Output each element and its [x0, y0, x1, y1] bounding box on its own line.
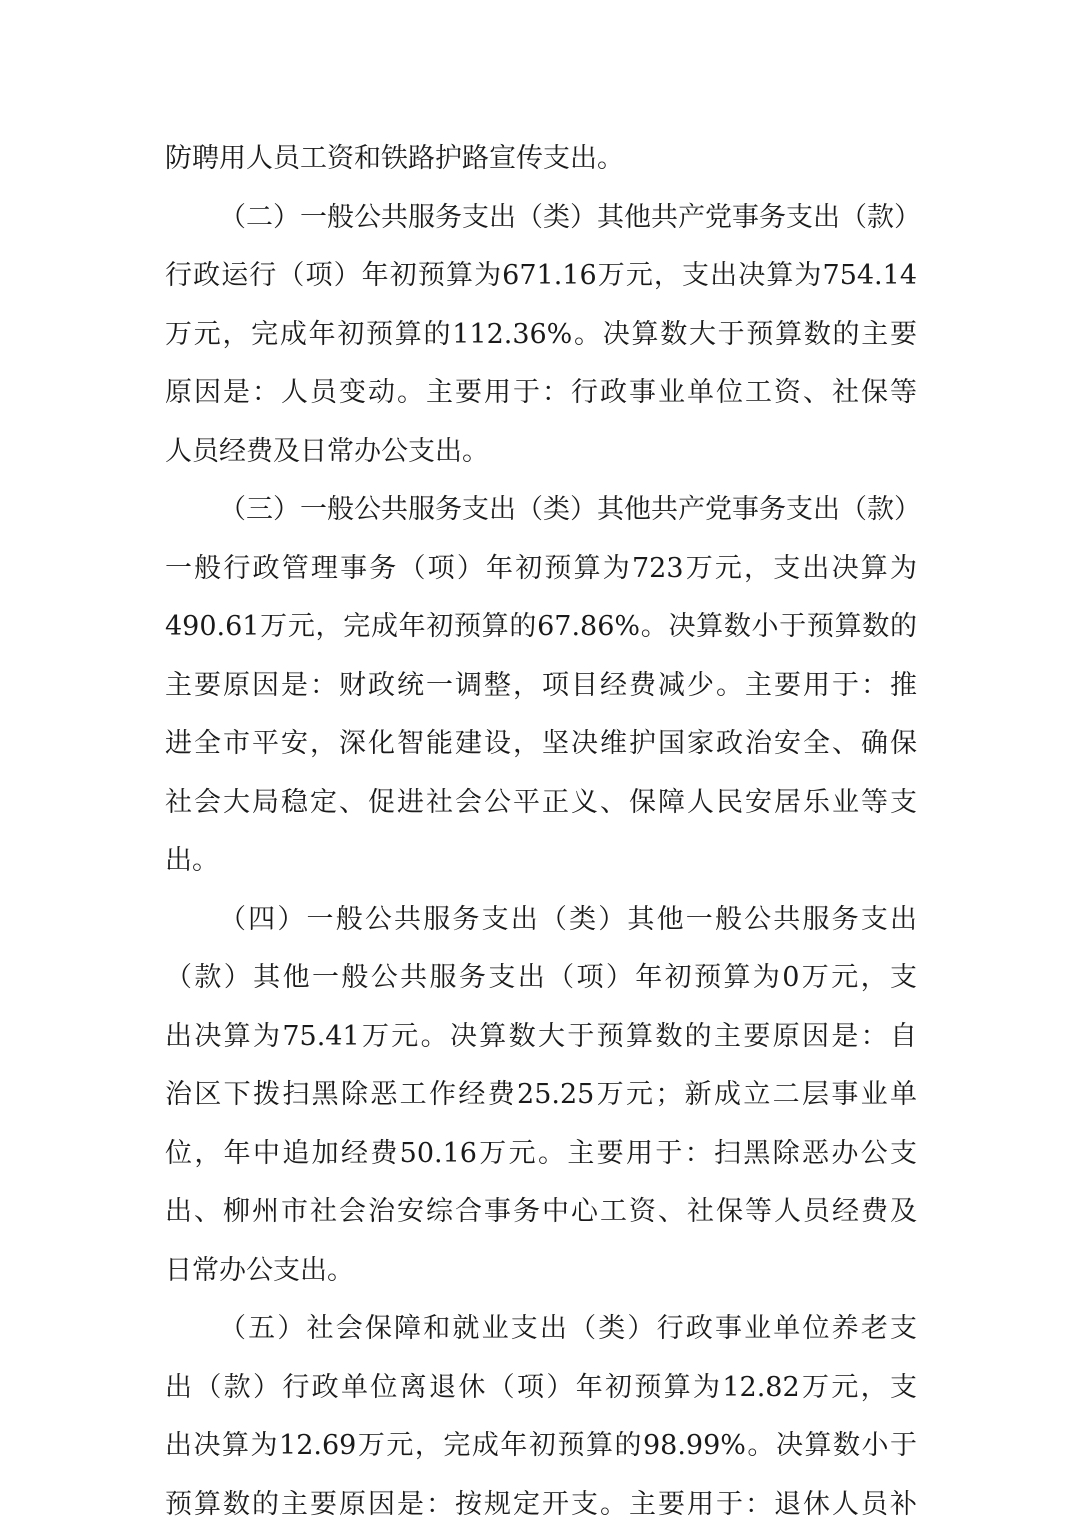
text-line: 进全市平安，深化智能建设，坚决维护国家政治安全、确保 — [165, 715, 917, 774]
text-line: 位，年中追加经费50.16万元。主要用于：扫黑除恶办公支 — [165, 1125, 917, 1184]
text-line: （款）其他一般公共服务支出（项）年初预算为0万元，支 — [165, 949, 917, 1008]
text-line: 日常办公支出。 — [165, 1242, 917, 1301]
text-line: 主要原因是：财政统一调整，项目经费减少。主要用于：推 — [165, 657, 917, 716]
text-line: 出决算为75.41万元。决算数大于预算数的主要原因是：自 — [165, 1008, 917, 1067]
text-line: 出（款）行政单位离退休（项）年初预算为12.82万元，支 — [165, 1359, 917, 1418]
paragraph-first-line: （四）一般公共服务支出（类）其他一般公共服务支出 — [165, 891, 917, 950]
text-line: 490.61万元，完成年初预算的67.86%。决算数小于预算数的 — [165, 598, 917, 657]
text-line: 防聘用人员工资和铁路护路宣传支出。 — [165, 130, 917, 189]
text-line: 万元，完成年初预算的112.36%。决算数大于预算数的主要 — [165, 306, 917, 365]
paragraph-first-line: （二）一般公共服务支出（类）其他共产党事务支出（款） — [165, 189, 917, 248]
text-line: 行政运行（项）年初预算为671.16万元，支出决算为754.14 — [165, 247, 917, 306]
text-line: 出。 — [165, 832, 917, 891]
document-body — [165, 130, 917, 1534]
paragraph-first-line: （三）一般公共服务支出（类）其他共产党事务支出（款） — [165, 481, 917, 540]
text-line: 原因是：人员变动。主要用于：行政事业单位工资、社保等 — [165, 364, 917, 423]
text-line: 一般行政管理事务（项）年初预算为723万元，支出决算为 — [165, 540, 917, 599]
text-line: 社会大局稳定、促进社会公平正义、保障人民安居乐业等支 — [165, 774, 917, 833]
text-line: 出决算为12.69万元，完成年初预算的98.99%。决算数小于 — [165, 1417, 917, 1476]
text-line: 人员经费及日常办公支出。 — [165, 423, 917, 482]
paragraph-first-line: （五）社会保障和就业支出（类）行政事业单位养老支 — [165, 1300, 917, 1359]
text-line: 出、柳州市社会治安综合事务中心工资、社保等人员经费及 — [165, 1183, 917, 1242]
text-line: 预算数的主要原因是：按规定开支。主要用于：退休人员补 — [165, 1476, 917, 1534]
text-line: 治区下拨扫黑除恶工作经费25.25万元；新成立二层事业单 — [165, 1066, 917, 1125]
